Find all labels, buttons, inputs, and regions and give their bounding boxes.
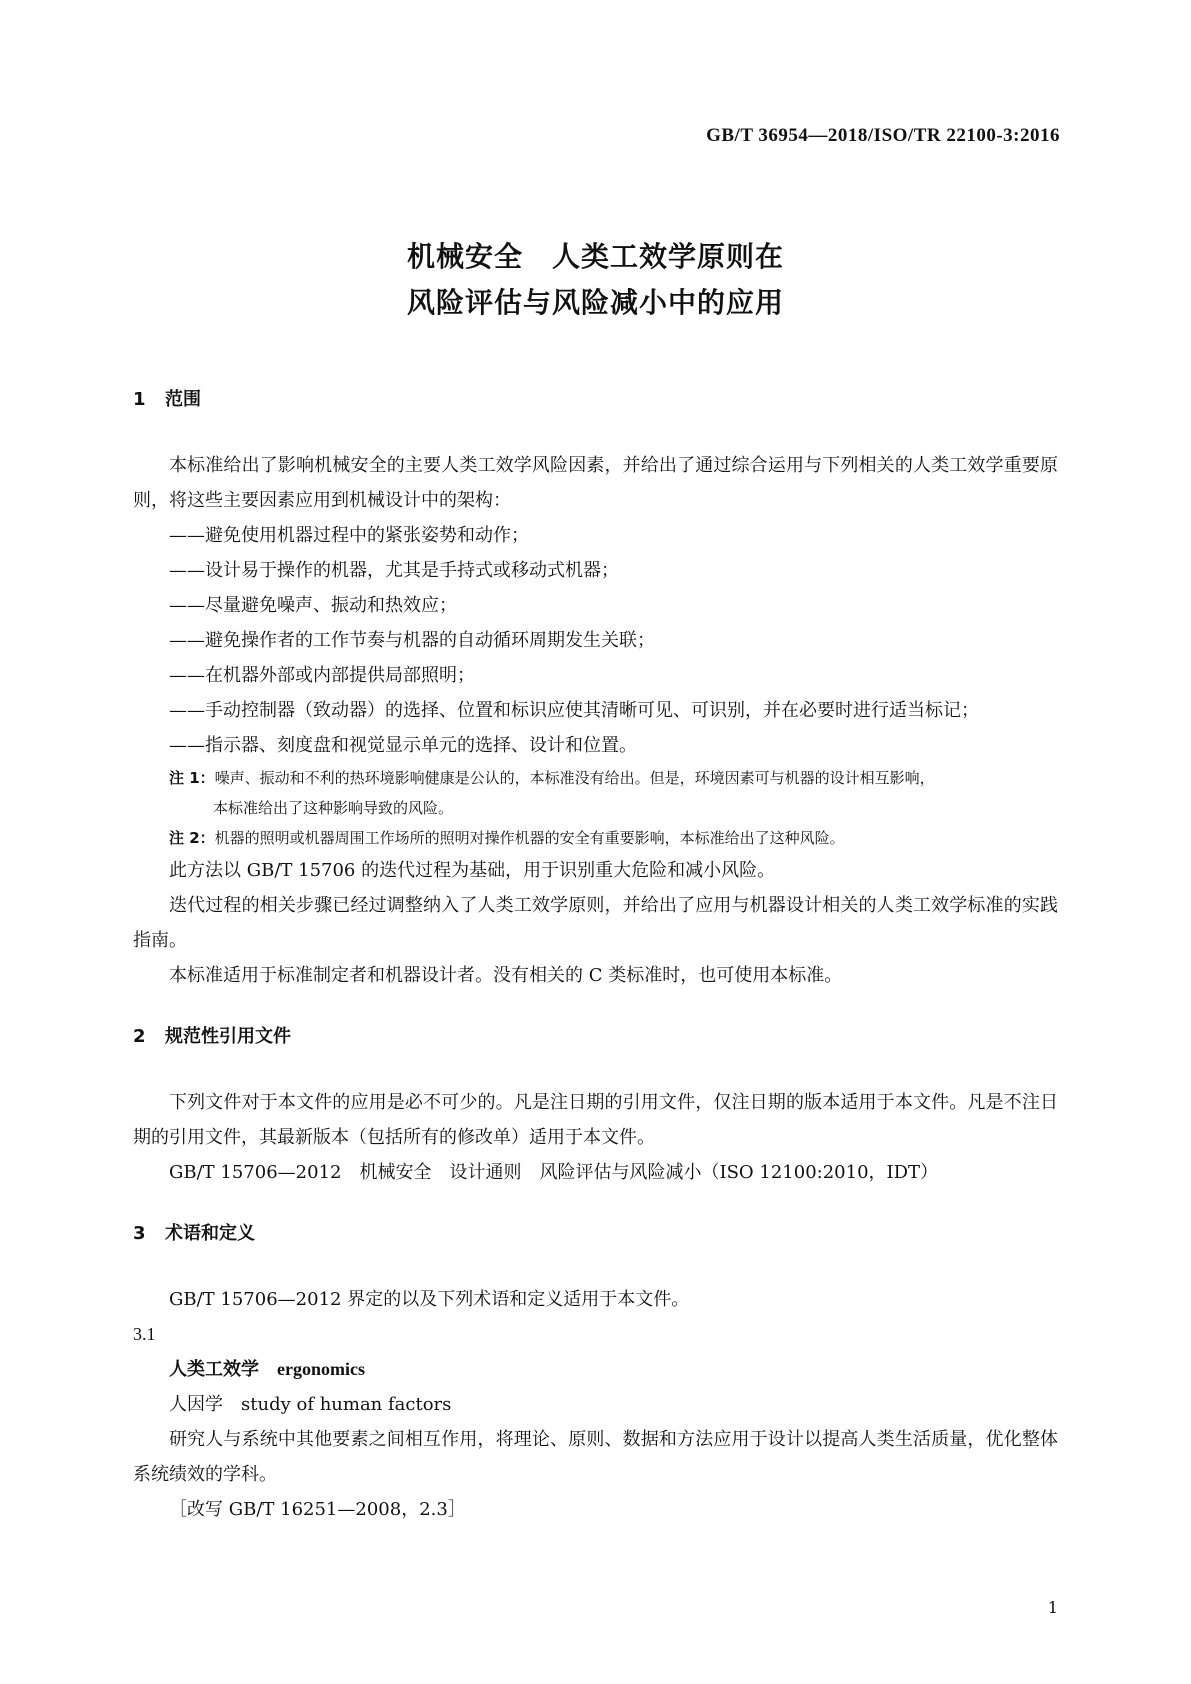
normative-reference: GB/T 15706—2012 机械安全 设计通则 风险评估与风险减小（ISO 12100:2010，IDT） xyxy=(169,1162,939,1183)
note-1-label: 注 1： xyxy=(169,769,215,787)
list-item: ——指示器、刻度盘和视觉显示单元的选择、设计和位置。 xyxy=(169,735,637,756)
section-1-paragraph-4: 本标准适用于标准制定者和机器设计者。没有相关的 C 类标准时，也可使用本标准。 xyxy=(169,965,843,986)
section-1-number: 1 xyxy=(133,389,146,410)
list-item: ——手动控制器（致动器）的选择、位置和标识应使其清晰可见、可识别，并在必要时进行适当标记； xyxy=(169,700,979,721)
list-item: ——设计易于操作的机器，尤其是手持式或移动式机器； xyxy=(169,560,619,581)
section-1-intro: 本标准给出了影响机械安全的主要人类工效学风险因素，并给出了通过综合运用与下列相关的人类工效学重要原则，将这些主要因素应用到机械设计中的架构： xyxy=(133,455,1058,511)
section-3-heading xyxy=(133,1220,1058,1248)
list-item: ——尽量避免噪声、振动和热效应； xyxy=(169,595,457,616)
term-number: 3.1 xyxy=(133,1324,156,1344)
title-line-1: 机械安全 人类工效学原则在 xyxy=(406,240,784,273)
section-2-heading xyxy=(133,1023,1058,1051)
term-source: ［改写 GB/T 16251—2008，2.3］ xyxy=(169,1499,466,1520)
term-admitted xyxy=(133,1387,1058,1422)
section-1-title: 范围 xyxy=(165,389,201,410)
section-2-number: 2 xyxy=(133,1026,146,1047)
term-english: ergonomics xyxy=(277,1359,365,1379)
section-2-title: 规范性引用文件 xyxy=(165,1026,291,1047)
term-chinese: 人类工效学 xyxy=(169,1359,259,1380)
term-title xyxy=(133,1352,1058,1387)
note-1-text: 噪声、振动和不利的热环境影响健康是公认的，本标准没有给出。但是，环境因素可与机器的设计相互影响， xyxy=(214,769,935,787)
page-number: 1 xyxy=(1047,1598,1058,1617)
term-definition: 研究人与系统中其他要素之间相互作用，将理论、原则、数据和方法应用于设计以提高人类生活质量，优化整体系统绩效的学科。 xyxy=(133,1429,1058,1485)
document-body xyxy=(133,386,1058,1527)
standard-code: GB/T 36954—2018/ISO/TR 22100-3:2016 xyxy=(706,125,1060,146)
list-item: ——避免使用机器过程中的紧张姿势和动作； xyxy=(169,525,529,546)
note-2-label: 注 2： xyxy=(169,829,215,847)
term-alt-chinese: 人因学 xyxy=(169,1394,223,1415)
list-item: ——避免操作者的工作节奏与机器的自动循环周期发生关联； xyxy=(169,630,655,651)
section-3-intro: GB/T 15706—2012 界定的以及下列术语和定义适用于本文件。 xyxy=(169,1289,690,1310)
note-1 xyxy=(133,763,1058,793)
section-3-number: 3 xyxy=(133,1223,146,1244)
section-1-heading xyxy=(133,386,1058,414)
term-alt-english: study of human factors xyxy=(241,1394,452,1415)
document-title xyxy=(0,234,1191,326)
note-1-continuation: 本标准给出了这种影响导致的风险。 xyxy=(213,799,454,817)
section-2-intro: 下列文件对于本文件的应用是必不可少的。凡是注日期的引用文件，仅注日期的版本适用于本文件。凡是不注日期的引用文件，其最新版本（包括所有的修改单）适用于本文件。 xyxy=(133,1092,1058,1148)
section-1-paragraph-2: 此方法以 GB/T 15706 的迭代过程为基础，用于识别重大危险和减小风险。 xyxy=(169,860,776,881)
list-item: ——在机器外部或内部提供局部照明； xyxy=(169,665,475,686)
note-2 xyxy=(133,823,1058,853)
section-3-title: 术语和定义 xyxy=(165,1223,255,1244)
section-1-paragraph-3: 迭代过程的相关步骤已经过调整纳入了人类工效学原则，并给出了应用与机器设计相关的人类工效学标准的实践指南。 xyxy=(133,895,1058,951)
title-line-2: 风险评估与风险减小中的应用 xyxy=(406,286,784,319)
note-2-text: 机器的照明或机器周围工作场所的照明对操作机器的安全有重要影响，本标准给出了这种风险。 xyxy=(214,829,845,847)
